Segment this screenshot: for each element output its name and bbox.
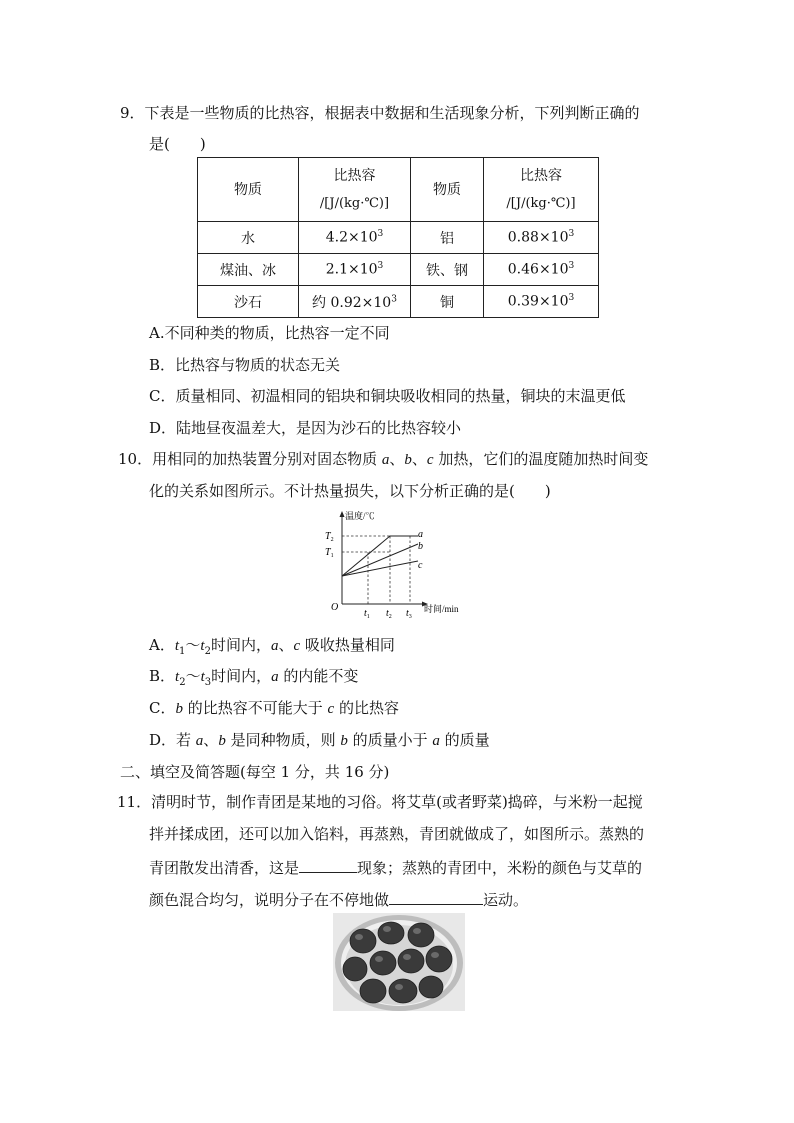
t2-temp-label: $T_2$ — [325, 531, 334, 543]
time-t2-label: $t_2$ — [386, 608, 392, 620]
answer-blank-1[interactable] — [299, 856, 357, 873]
q9-option-c: C．质量相同、初温相同的铝块和铜块吸收相同的热量，铜块的末温更低 — [149, 387, 626, 405]
table-header-row — [198, 158, 599, 222]
q11-stem-line2: 拌并揉成团，还可以加入馅料，再蒸熟，青团就做成了，如图所示。蒸熟的 — [149, 825, 645, 843]
q11-stem-line1: 11．清明时节，制作青团是某地的习俗。将艾草(或者野菜)捣碎，与米粉一起搅 — [117, 793, 643, 811]
table-row — [198, 286, 599, 318]
q9-stem-line1: 9．下表是一些物质的比热容，根据表中数据和生活现象分析，下列判断正确的 — [120, 104, 640, 122]
q11-stem-line3: 青团散发出清香，这是 现象；蒸熟的青团中，米粉的颜色与艾草的 — [149, 856, 642, 878]
table-header-substance: 物质 — [198, 158, 299, 222]
time-t3-label: $t_3$ — [406, 608, 412, 620]
q11-stem-line4: 颜色混合均匀，说明分子在不停地做 运动。 — [149, 888, 528, 910]
table-header-substance-2: 物质 — [411, 158, 484, 222]
x-axis-label: 时间/min — [424, 604, 459, 614]
table-cell: $4.2\times 10^3$ — [299, 222, 411, 254]
series-a-line — [342, 536, 418, 576]
series-c-label: c — [418, 560, 423, 571]
q10-option-c: C．b 的比热容不可能大于 c 的比热容 — [149, 699, 399, 717]
q10-stem-line1: 10．用相同的加热装置分别对固态物质 a、b、c 加热，它们的温度随加热时间变 — [118, 450, 649, 468]
q10-option-d: D．若 a、b 是同种物质，则 b 的质量小于 a 的质量 — [149, 731, 490, 749]
series-b-line — [342, 544, 418, 576]
t1-temp-label: $T_1$ — [325, 547, 334, 559]
table-header-heat-capacity: 比热容 /[J/(kg·℃)] — [299, 158, 411, 222]
time-t1-label: $t_1$ — [364, 608, 370, 620]
answer-blank-2[interactable] — [389, 888, 483, 905]
qingtuan-photo — [333, 913, 465, 1011]
y-axis-label: 温度/℃ — [345, 511, 375, 521]
table-cell: $2.1\times 10^3$ — [299, 254, 411, 286]
q10-stem-line2: 化的关系如图所示。不计热量损失，以下分析正确的是( ) — [149, 482, 551, 500]
temperature-time-graph — [316, 507, 476, 622]
table-row — [198, 254, 599, 286]
table-cell: 煤油、冰 — [198, 254, 299, 286]
table-header-heat-capacity-2: 比热容 /[J/(kg·℃)] — [484, 158, 599, 222]
q10-option-b: B．$t_2\sim t_3$时间内，a 的内能不变 — [149, 667, 359, 688]
table-cell: $0.46\times 10^3$ — [484, 254, 599, 286]
q9-option-b: B．比热容与物质的状态无关 — [149, 356, 341, 374]
q10-option-a: A．$t_1\sim t_2$时间内，a、c 吸收热量相同 — [149, 636, 395, 657]
origin-label: O — [331, 602, 339, 613]
specific-heat-table — [197, 157, 599, 318]
q9-stem-line2: 是( ) — [149, 135, 206, 153]
table-cell: 铜 — [411, 286, 484, 318]
section-heading: 二、填空及简答题(每空 1 分，共 16 分) — [120, 763, 390, 781]
table-cell: 铝 — [411, 222, 484, 254]
q9-option-a: A.不同种类的物质，比热容一定不同 — [149, 324, 390, 342]
table-cell: $0.88\times 10^3$ — [484, 222, 599, 254]
series-b-label: b — [418, 541, 423, 552]
series-a-label: a — [418, 529, 423, 540]
series-c-line — [342, 561, 418, 576]
y-axis-arrow — [340, 511, 345, 517]
table-cell: 约 $0.92\times 10^3$ — [299, 286, 411, 318]
q9-option-d: D．陆地昼夜温差大，是因为沙石的比热容较小 — [149, 419, 462, 437]
table-cell: 水 — [198, 222, 299, 254]
table-row — [198, 222, 599, 254]
table-cell: 铁、钢 — [411, 254, 484, 286]
table-cell: 沙石 — [198, 286, 299, 318]
table-cell: $0.39\times 10^3$ — [484, 286, 599, 318]
